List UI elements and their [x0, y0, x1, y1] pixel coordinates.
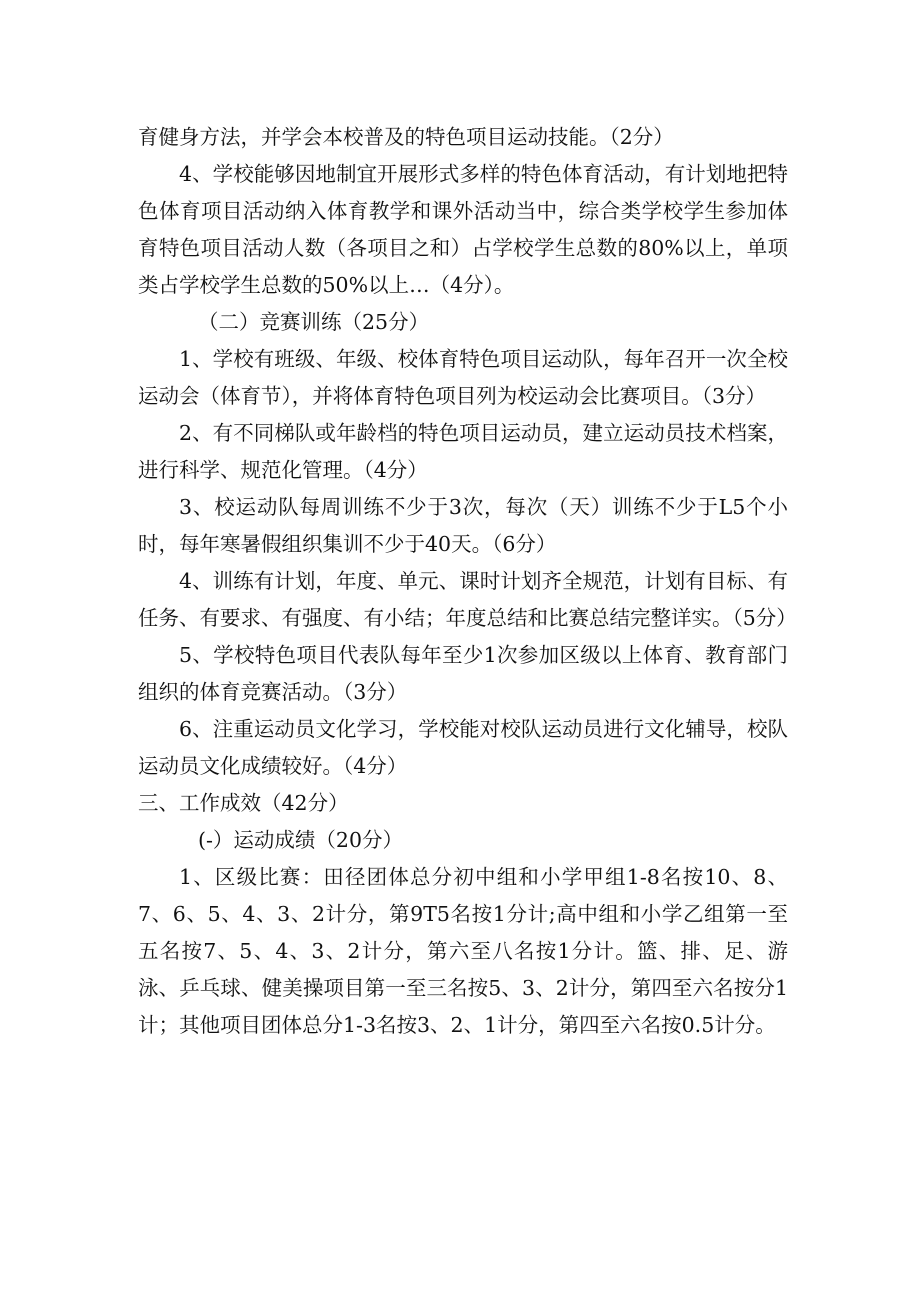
paragraph-item-3-training: 3、校运动队每周训练不少于3次，每次（天）训练不少于L5个小时，每年寒暑假组织集训不少于40天。（6分）	[138, 495, 788, 556]
document-body	[138, 119, 797, 1044]
paragraph-item-1-teams: 1、学校有班级、年级、校体育特色项目运动队，每年召开一次全校运动会（体育节），并将体育特色项目列为校运动会比赛项目。（3分）	[138, 347, 788, 408]
section-heading-work-results: 三、工作成效（42分）	[138, 791, 349, 815]
paragraph-item-4-activities: 4、学校能够因地制宜开展形式多样的特色体育活动，有计划地把特色体育项目活动纳入体育教学和课外活动当中，综合类学校学生参加体育特色项目活动人数（各项目之和）占学校学生总数的80%以上，单项类占学校学生总数的50%以上…（4分）。	[138, 162, 788, 297]
section-heading-competition-training: （二）竞赛训练（25分）	[198, 310, 430, 334]
section-heading-sports-results: (-）运动成绩（20分）	[198, 828, 404, 852]
paragraph-item-6-study: 6、注重运动员文化学习，学校能对校队运动员进行文化辅导，校队运动员文化成绩较好。（4分）	[138, 717, 788, 778]
paragraph-continuation: 育健身方法，并学会本校普及的特色项目运动技能。（2分）	[138, 125, 674, 149]
paragraph-item-1-district-competition: 1、区级比赛：田径团体总分初中组和小学甲组1-8名按10、8、7、6、5、4、3、2计分，第9T5名按1分计;高中组和小学乙组第一至五名按7、5、4、3、2计分，第六至八名按1分计。篮、排、足、游泳、乒乓球、健美操项目第一至三名按5、3、2计分，第四至六名按分1计；其他项目团体总分1-3名按3、2、1计分，第四至六名按0.5计分。	[138, 865, 788, 1037]
paragraph-item-5-competitions: 5、学校特色项目代表队每年至少1次参加区级以上体育、教育部门组织的体育竞赛活动。（3分）	[138, 643, 788, 704]
paragraph-item-4-plans: 4、训练有计划，年度、单元、课时计划齐全规范，计划有目标、有任务、有要求、有强度、有小结；年度总结和比赛总结完整详实。（5分）	[138, 569, 797, 630]
paragraph-item-2-athletes: 2、有不同梯队或年龄档的特色项目运动员，建立运动员技术档案，进行科学、规范化管理。（4分）	[138, 421, 788, 482]
